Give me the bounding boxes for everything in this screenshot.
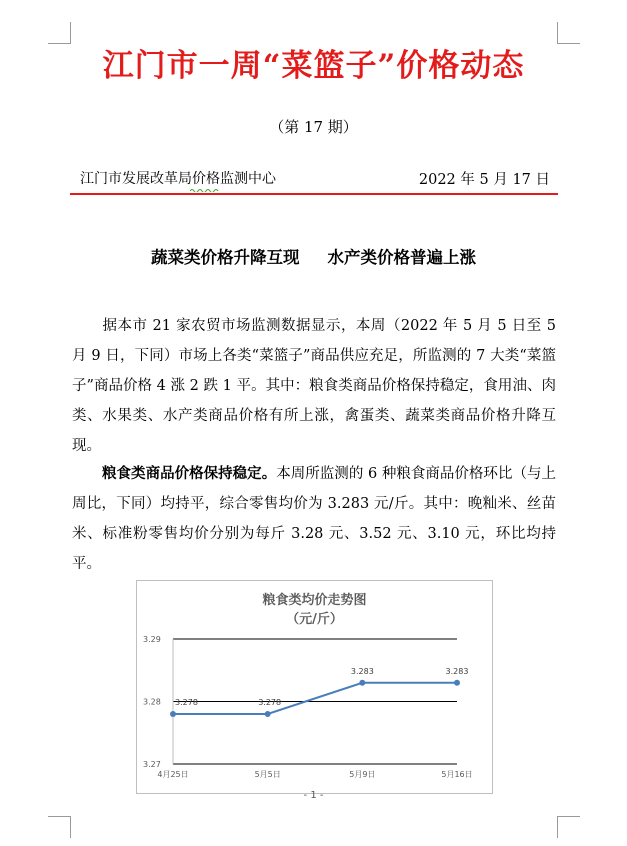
data-point-2 [359, 680, 365, 686]
spellcheck-underline [190, 188, 220, 192]
data-label-2: 3.283 [350, 666, 374, 676]
issuer-line [72, 168, 556, 190]
chart-subtitle: （元/斤） [286, 612, 343, 627]
issuer-organization: 江门市发展改革局价格监测中心 [80, 171, 276, 187]
x-tick-label-1: 5月5日 [254, 770, 281, 779]
data-label-1: 3.278 [258, 698, 282, 707]
crop-mark-bottom-left-h [48, 816, 70, 817]
paragraph-grain [72, 459, 556, 579]
y-tick-label-0: 3.27 [143, 760, 161, 769]
headline-vegetables: 蔬菜类价格升降互现 [151, 248, 300, 267]
crop-mark-bottom-right-h [558, 816, 580, 817]
crop-mark-bottom-right-v [557, 816, 558, 838]
chart-title: 粮食类均价走势图 [262, 593, 367, 608]
paragraph-summary [72, 311, 556, 461]
header-divider [70, 193, 558, 195]
data-point-1 [265, 711, 271, 717]
x-tick-label-0: 4月25日 [157, 770, 189, 779]
report-title: 江门市一周“菜篮子”价格动态 [102, 48, 525, 84]
paragraph-grain-lead: 粮食类商品价格保持稳定。 [102, 465, 277, 482]
crop-mark-bottom-left-v [70, 816, 71, 838]
headline-aquatic: 水产类价格普遍上涨 [327, 248, 476, 267]
paragraph-grain-text: 本周所监测的 6 种粮食商品价格环比（与上周比，下同）均持平，综合零售均价为 3.283 元/斤。其中：晚籼米、丝苗米、标准粉零售均价分别为每斤 3.28 元、3.52 元、3.10 元，环比均持平。 [72, 466, 557, 572]
page-number: - 1 - [303, 790, 324, 801]
y-tick-label-1: 3.28 [143, 697, 161, 707]
issue-date: 2022 年 5 月 17 日 [418, 172, 550, 188]
data-point-3 [454, 680, 460, 686]
paragraph-summary-text: 据本市 21 家农贸市场监测数据显示，本周（2022 年 5 月 5 日至 5 月 9 日，下同）市场上各类“菜篮子”商品供应充足，所监测的 7 大类“菜篮子”商品价格 4 涨 2 跌 1 平。其中：粮食类商品价格保持稳定，食用油、肉类、水果类、水产类商品价格有所上涨，禽蛋类、蔬菜类商品价格升降互现。 [72, 318, 556, 454]
data-point-0 [170, 711, 176, 717]
section-headline [0, 244, 627, 268]
data-label-3: 3.283 [445, 666, 469, 676]
x-tick-label-2: 5月9日 [349, 770, 376, 779]
x-tick-label-3: 5月16日 [441, 770, 473, 779]
grain-price-chart [136, 580, 493, 794]
data-label-0: 3.278 [175, 698, 198, 707]
y-tick-label-2: 3.29 [143, 635, 161, 644]
chart-plot [137, 581, 492, 793]
issue-number: （第 17 期） [269, 118, 358, 136]
series-line [173, 683, 457, 714]
